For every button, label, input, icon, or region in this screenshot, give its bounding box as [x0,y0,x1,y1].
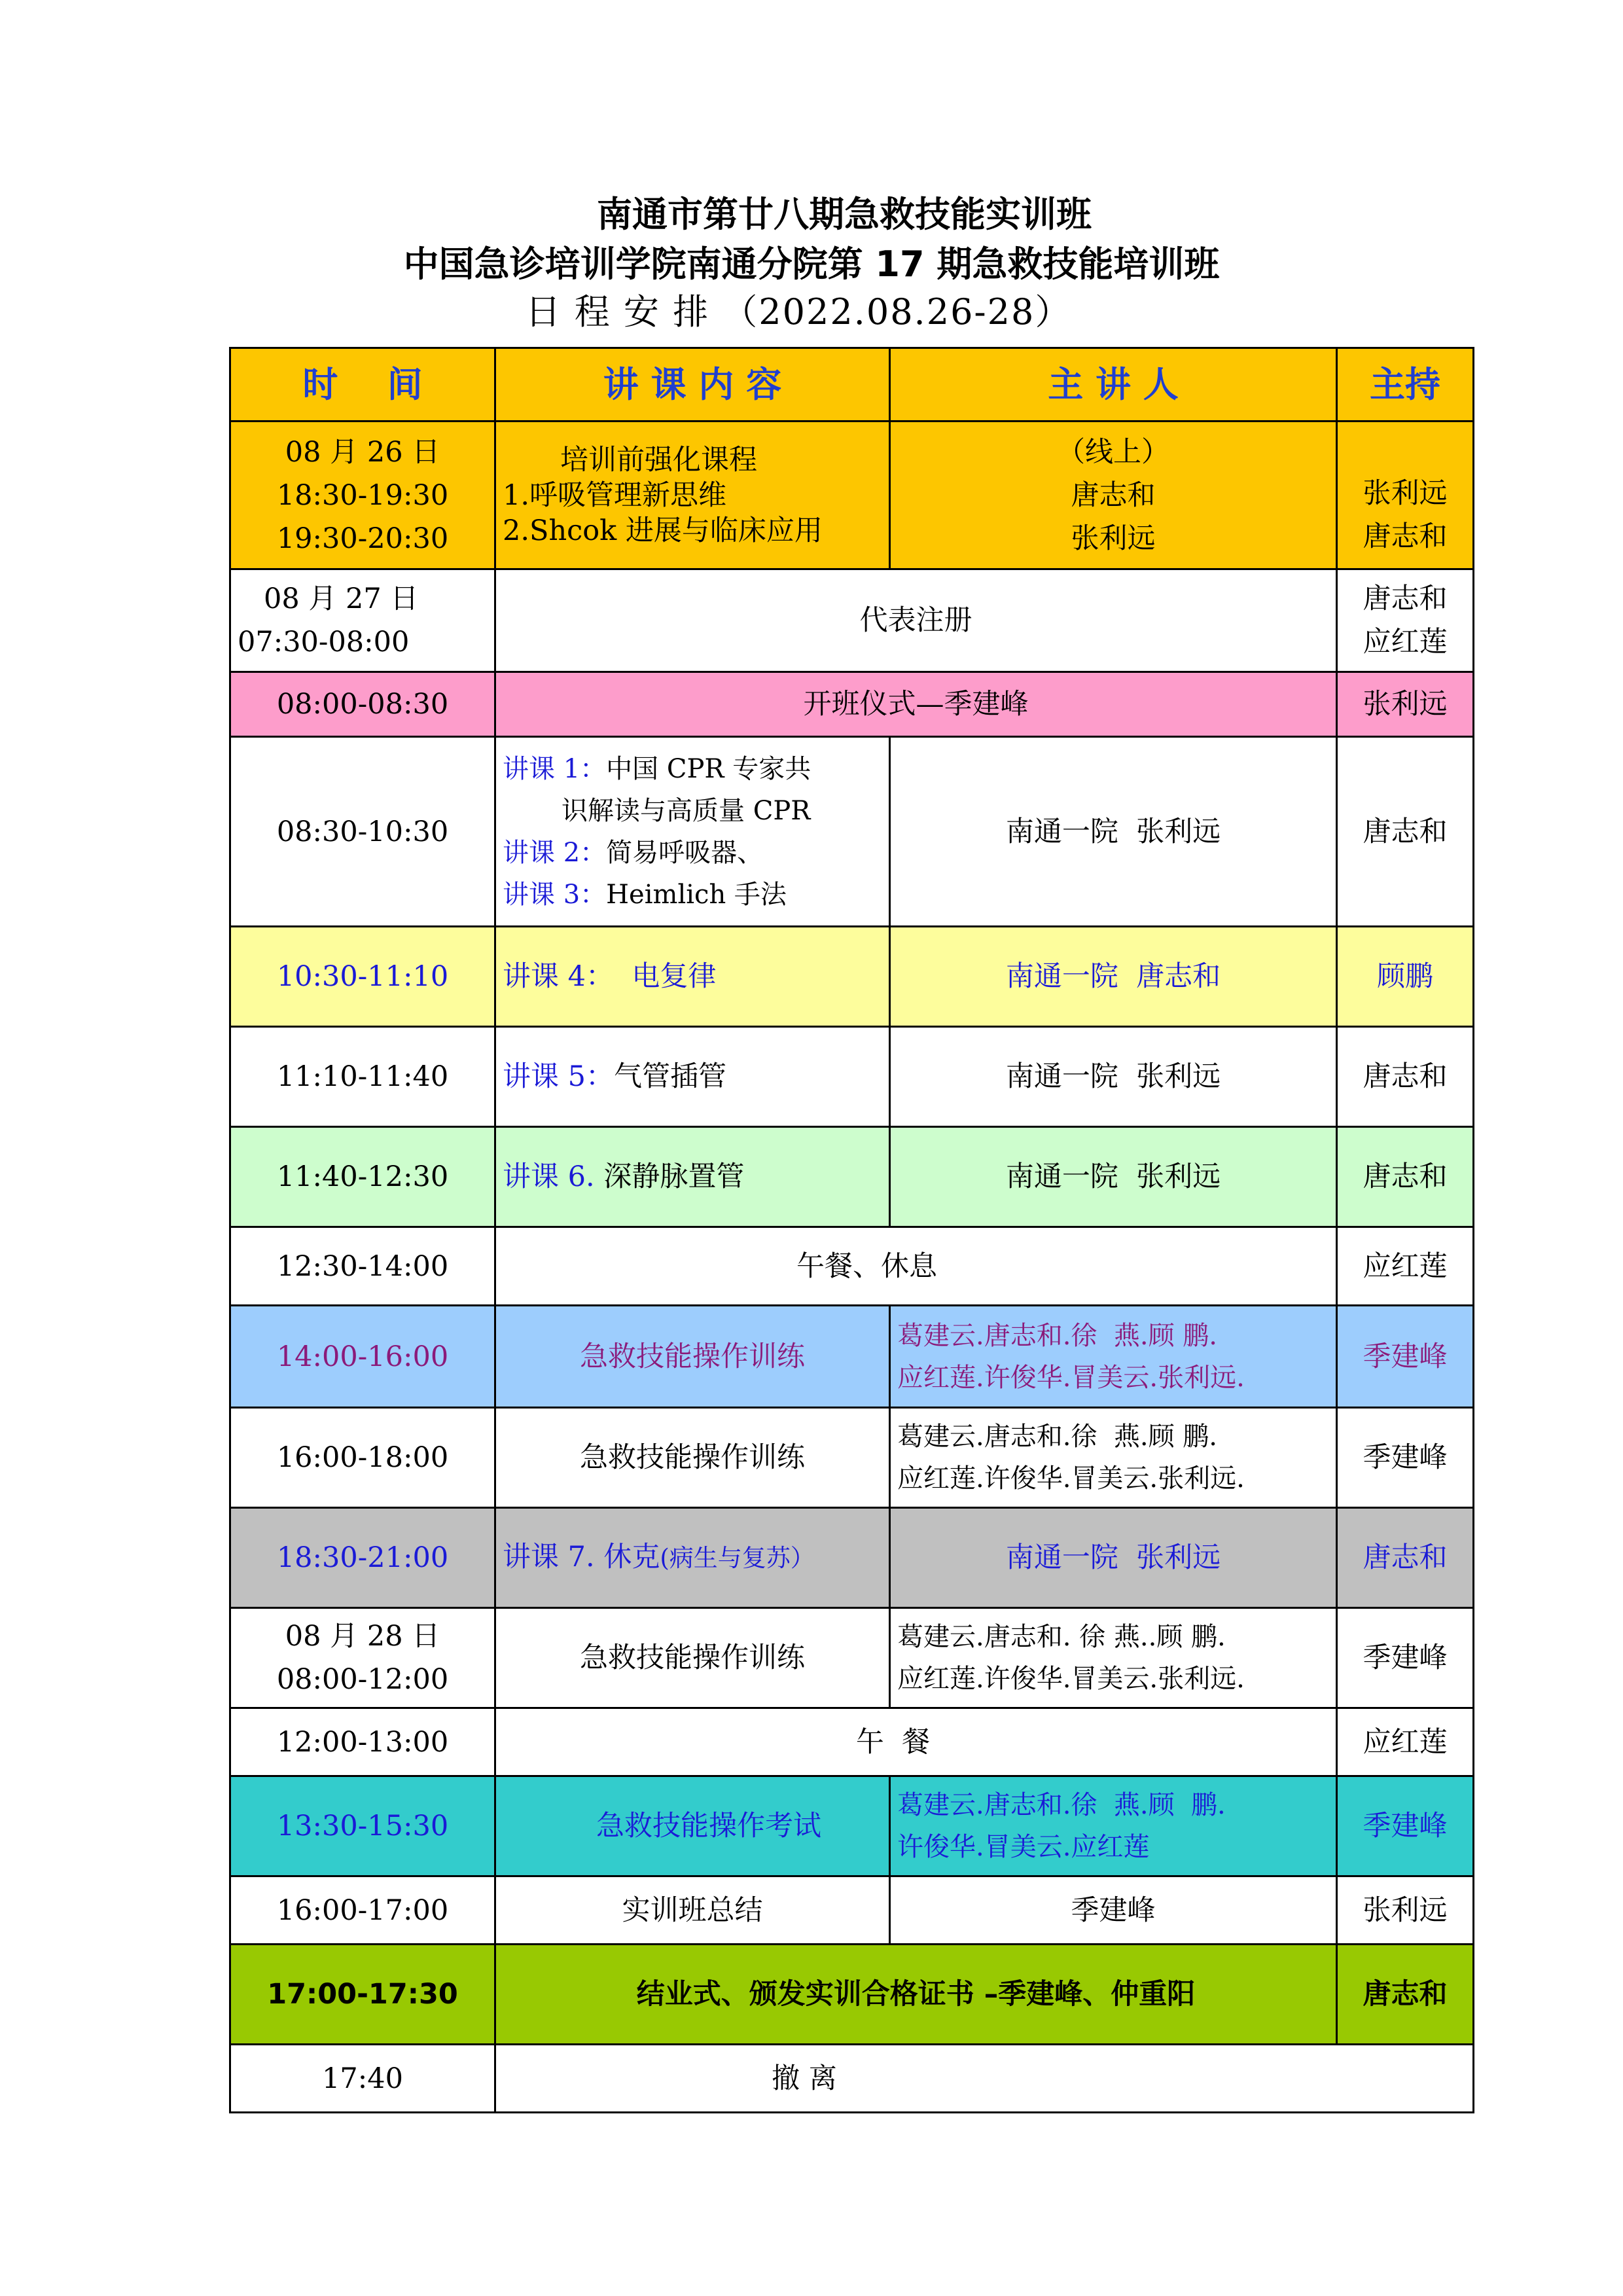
host-cell: 张利远 [1337,672,1474,737]
content-cell [495,1027,890,1127]
time-range: 18:30-19:30 [276,478,449,512]
speaker-cell: 南通一院 唐志和 [890,927,1337,1027]
content-cell: 午 餐 [495,1708,1337,1776]
speaker-cell: 南通一院 张利远 [890,1127,1337,1227]
trainer-list: 应红莲.许俊华.冒美云.张利远. [897,1362,1245,1393]
schedule-titles [0,190,1623,335]
lecture-line [503,832,882,874]
content-cell: 实训班总结 [495,1876,890,1945]
time-range: 08:00-12:00 [276,1663,449,1696]
time-cell: 18:30-21:00 [230,1508,495,1608]
lecture-line [503,790,882,832]
table-row [230,1508,1474,1608]
table-row [230,1776,1474,1876]
host-cell: 应红莲 [1337,1708,1474,1776]
trainer-list: 葛建云.唐志和.徐 燕.顾 鹏. [897,1320,1218,1351]
time-cell [230,569,495,672]
lecture-label: 讲课 5： [503,1060,615,1093]
date-text: 08 月 26 日 [285,435,440,469]
host-cell: 季建峰 [1337,1776,1474,1876]
schedule-table [229,347,1474,2113]
content-cell: 结业式、颁发实训合格证书 –季建峰、仲重阳 [495,1945,1337,2045]
header-content: 讲 课 内 容 [495,348,890,422]
content-cell: 急救技能操作考试 [495,1776,890,1876]
speaker-cell [890,1306,1337,1408]
time-cell: 17:40 [230,2045,495,2113]
content-cell [495,927,890,1027]
course-item: 2.Shcok 进展与临床应用 [503,514,823,547]
content-cell [495,737,890,927]
speaker-cell: 南通一院 张利远 [890,737,1337,927]
course-item: 1.呼吸管理新思维 [503,478,727,512]
trainer-list: 葛建云.唐志和.徐 燕.顾 鹏. [897,1790,1226,1820]
table-row [230,1227,1474,1306]
course-title: 培训前强化课程 [560,443,757,476]
lecture-label: 讲课 7. [503,1541,595,1573]
header-host: 主持 [1337,348,1474,422]
lecture-label: 讲课 3： [503,879,607,910]
time-cell: 12:00-13:00 [230,1708,495,1776]
speaker-cell [890,1776,1337,1876]
time-cell: 08:30-10:30 [230,737,495,927]
table-row [230,569,1474,672]
content-cell: 开班仪式—季建峰 [495,672,1337,737]
time-cell: 16:00-18:00 [230,1408,495,1508]
time-range: 07:30-08:00 [238,626,410,658]
table-row [230,1027,1474,1127]
host-name: 张利远 [1363,476,1448,510]
content-cell [495,1508,890,1608]
speaker-note: （线上） [1057,435,1169,469]
lecture-text: 休克 [594,1541,660,1573]
host-cell: 季建峰 [1337,1408,1474,1508]
host-cell [1337,569,1474,672]
host-cell [1337,422,1474,569]
lecture-line [503,874,882,916]
table-row [230,927,1474,1027]
date-text: 08 月 27 日 [264,583,419,615]
header-speaker: 主 讲 人 [890,348,1337,422]
lecture-text: 中国 CPR 专家共 [606,753,812,784]
time-cell: 13:30-15:30 [230,1776,495,1876]
host-cell: 顾鹏 [1337,927,1474,1027]
lecture-note: (病生与复苏） [660,1544,815,1572]
host-cell: 张利远 [1337,1876,1474,1945]
speaker-cell [890,422,1337,569]
lecture-label: 讲课 4： [503,960,615,993]
time-cell: 12:30-14:00 [230,1227,495,1306]
table-row [230,2045,1474,2113]
time-cell: 16:00-17:00 [230,1876,495,1945]
lecture-label: 讲课 6. [503,1160,595,1193]
table-row [230,1945,1474,2045]
content-cell: 急救技能操作训练 [495,1306,890,1408]
table-row [230,737,1474,927]
lecture-text: 简易呼吸器、 [606,837,764,868]
time-cell: 14:00-16:00 [230,1306,495,1408]
host-cell: 唐志和 [1337,1127,1474,1227]
table-header-row [230,348,1474,422]
time-cell: 11:40-12:30 [230,1127,495,1227]
host-cell: 唐志和 [1337,1508,1474,1608]
content-cell [495,422,890,569]
time-cell [230,1608,495,1708]
table-row [230,1708,1474,1776]
title-academy-branch: 中国急诊培训学院南通分院第 17 期急救技能培训班 [403,243,1220,285]
host-name: 唐志和 [1363,583,1448,615]
time-cell: 11:10-11:40 [230,1027,495,1127]
table-row [230,1306,1474,1408]
speaker-name: 唐志和 [1071,478,1156,512]
lecture-text: 电复律 [614,960,717,993]
header-time: 时 间 [230,348,495,422]
time-cell [230,422,495,569]
trainer-list: 葛建云.唐志和. 徐 燕..顾 鹏. [897,1622,1226,1652]
table-row [230,1408,1474,1508]
title-schedule-dates: 日 程 安 排 （2022.08.26-28） [525,291,1072,332]
host-cell: 唐志和 [1337,737,1474,927]
host-cell: 应红莲 [1337,1227,1474,1306]
content-cell: 急救技能操作训练 [495,1408,890,1508]
speaker-cell: 季建峰 [890,1876,1337,1945]
date-text: 08 月 28 日 [285,1620,440,1653]
lecture-text: Heimlich 手法 [606,879,787,910]
host-name: 应红莲 [1363,626,1448,658]
lecture-text: 气管插管 [614,1060,727,1093]
table-row [230,422,1474,569]
trainer-list: 葛建云.唐志和.徐 燕.顾 鹏. [897,1422,1218,1452]
host-name: 唐志和 [1363,520,1448,553]
time-cell: 08:00-08:30 [230,672,495,737]
speaker-cell: 南通一院 张利远 [890,1027,1337,1127]
host-cell: 季建峰 [1337,1306,1474,1408]
trainer-list: 许俊华.冒美云.应红莲 [897,1832,1150,1862]
table-row [230,1608,1474,1708]
table-row [230,1127,1474,1227]
lecture-text: 识解读与高质量 CPR [562,795,811,826]
time-range: 19:30-20:30 [276,522,449,555]
speaker-cell [890,1408,1337,1508]
content-cell: 午餐、休息 [495,1227,1337,1306]
lecture-line [503,748,882,790]
speaker-cell [890,1608,1337,1708]
content-cell: 急救技能操作训练 [495,1608,890,1708]
host-cell: 唐志和 [1337,1027,1474,1127]
host-cell: 唐志和 [1337,1945,1474,2045]
host-cell: 季建峰 [1337,1608,1474,1708]
lecture-text: 深静脉置管 [594,1160,745,1193]
time-cell: 17:00-17:30 [230,1945,495,2045]
speaker-cell: 南通一院 张利远 [890,1508,1337,1608]
table-row [230,672,1474,737]
lecture-label: 讲课 2： [503,837,607,868]
time-cell: 10:30-11:10 [230,927,495,1027]
table-row [230,1876,1474,1945]
trainer-list: 应红莲.许俊华.冒美云.张利远. [897,1664,1245,1694]
speaker-name: 张利远 [1071,522,1156,555]
content-cell [495,1127,890,1227]
content-cell: 代表注册 [495,569,1337,672]
lecture-label: 讲课 1： [503,753,607,784]
title-training-class: 南通市第廿八期急救技能实训班 [597,194,1092,235]
content-cell: 撤 离 [495,2045,1474,2113]
trainer-list: 应红莲.许俊华.冒美云.张利远. [897,1463,1245,1494]
